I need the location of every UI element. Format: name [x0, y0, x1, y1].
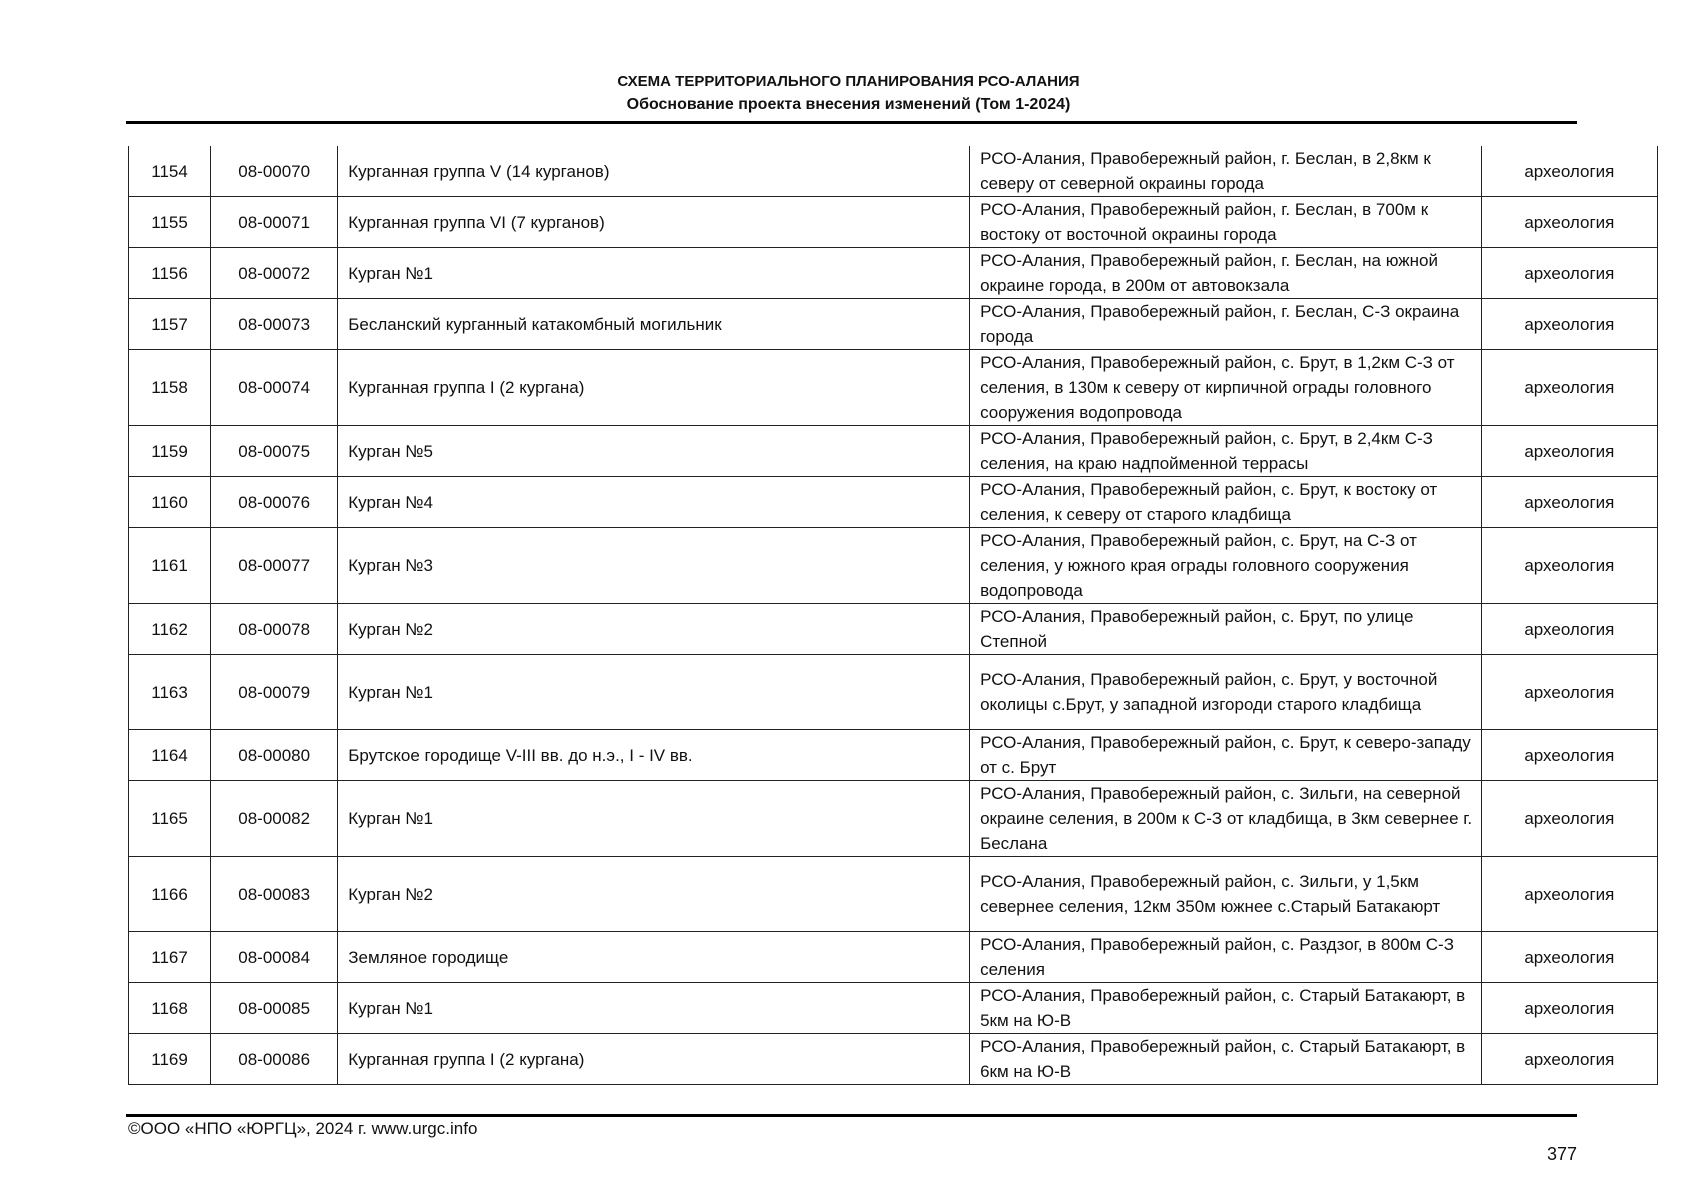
- object-type: археология: [1481, 730, 1657, 781]
- object-code: 08-00084: [211, 932, 338, 983]
- object-name: Курган №1: [338, 655, 970, 730]
- object-name: Бесланский курганный катакомбный могильник: [338, 299, 970, 350]
- object-type: археология: [1481, 299, 1657, 350]
- table-row: [129, 730, 1658, 781]
- object-name: Курган №3: [338, 528, 970, 604]
- object-code: 08-00083: [211, 857, 338, 932]
- object-name: Курган №1: [338, 781, 970, 857]
- object-type: археология: [1481, 146, 1657, 197]
- object-location: РСО-Алания, Правобережный район, с. Брут, к северо-западу от с. Брут: [970, 730, 1482, 781]
- object-type: археология: [1481, 857, 1657, 932]
- object-name: Курган №5: [338, 426, 970, 477]
- object-location: РСО-Алания, Правобережный район, г. Беслан, в 2,8км к северу от северной окраины города: [970, 146, 1482, 197]
- object-name: Курган №1: [338, 248, 970, 299]
- row-number: 1165: [129, 781, 211, 857]
- object-name: Курган №4: [338, 477, 970, 528]
- object-type: археология: [1481, 350, 1657, 426]
- object-code: 08-00076: [211, 477, 338, 528]
- object-location: РСО-Алания, Правобережный район, с. Брут, на С-З от селения, у южного края ограды головного сооружения водопровода: [970, 528, 1482, 604]
- object-location: РСО-Алания, Правобережный район, с. Брут, в 1,2км С-З от селения, в 130м к северу от кирпичной ограды головного сооружения водопровода: [970, 350, 1482, 426]
- object-type: археология: [1481, 983, 1657, 1034]
- object-type: археология: [1481, 528, 1657, 604]
- object-type: археология: [1481, 426, 1657, 477]
- object-location: РСО-Алания, Правобережный район, с. Брут, к востоку от селения, к северу от старого кладбища: [970, 477, 1482, 528]
- object-name: Курганная группа I (2 кургана): [338, 1034, 970, 1085]
- object-code: 08-00072: [211, 248, 338, 299]
- footer-divider: [126, 1114, 1577, 1117]
- object-code: 08-00086: [211, 1034, 338, 1085]
- table-row: [129, 299, 1658, 350]
- object-code: 08-00082: [211, 781, 338, 857]
- object-location: РСО-Алания, Правобережный район, г. Беслан, на южной окраине города, в 200м от автовокзала: [970, 248, 1482, 299]
- document-subtitle: Обоснование проекта внесения изменений (Том 1-2024): [626, 96, 1071, 113]
- table-row: [129, 781, 1658, 857]
- table-row: [129, 983, 1658, 1034]
- table-row: [129, 655, 1658, 730]
- object-name: Курган №2: [338, 857, 970, 932]
- object-code: 08-00070: [211, 146, 338, 197]
- page-number: 377: [1546, 1144, 1577, 1164]
- object-name: Брутское городище V-III вв. до н.э., I - IV вв.: [338, 730, 970, 781]
- row-number: 1167: [129, 932, 211, 983]
- object-location: РСО-Алания, Правобережный район, с. Брут, по улице Степной: [970, 604, 1482, 655]
- object-location: РСО-Алания, Правобережный район, с. Старый Батакаюрт, в 6км на Ю-В: [970, 1034, 1482, 1085]
- object-name: Курган №1: [338, 983, 970, 1034]
- object-name: Курганная группа I (2 кургана): [338, 350, 970, 426]
- object-location: РСО-Алания, Правобережный район, с. Раздзог, в 800м С-З селения: [970, 932, 1482, 983]
- object-type: археология: [1481, 248, 1657, 299]
- row-number: 1159: [129, 426, 211, 477]
- object-location: РСО-Алания, Правобережный район, с. Зильги, на северной окраине селения, в 200м к С-З от кладбища, в 3км севернее г. Беслана: [970, 781, 1482, 857]
- object-code: 08-00079: [211, 655, 338, 730]
- object-code: 08-00075: [211, 426, 338, 477]
- object-type: археология: [1481, 655, 1657, 730]
- object-code: 08-00073: [211, 299, 338, 350]
- table-row: [129, 426, 1658, 477]
- row-number: 1166: [129, 857, 211, 932]
- object-name: Земляное городище: [338, 932, 970, 983]
- row-number: 1162: [129, 604, 211, 655]
- table-row: [129, 1034, 1658, 1085]
- table-row: [129, 857, 1658, 932]
- row-number: 1157: [129, 299, 211, 350]
- row-number: 1158: [129, 350, 211, 426]
- table-row: [129, 350, 1658, 426]
- object-code: 08-00085: [211, 983, 338, 1034]
- row-number: 1160: [129, 477, 211, 528]
- object-type: археология: [1481, 1034, 1657, 1085]
- row-number: 1155: [129, 197, 211, 248]
- table-row: [129, 197, 1658, 248]
- row-number: 1164: [129, 730, 211, 781]
- heritage-objects-table: [128, 146, 1658, 1085]
- table-row: [129, 604, 1658, 655]
- copyright-notice: ©ООО «НПО «ЮРГЦ», 2024 г. www.urgc.info: [128, 1119, 478, 1138]
- object-location: РСО-Алания, Правобережный район, с. Зильги, у 1,5км севернее селения, 12км 350м южнее с.Старый Батакаюрт: [970, 857, 1482, 932]
- object-name: Курганная группа V (14 курганов): [338, 146, 970, 197]
- table-row: [129, 248, 1658, 299]
- object-location: РСО-Алания, Правобережный район, с. Старый Батакаюрт, в 5км на Ю-В: [970, 983, 1482, 1034]
- table-row: [129, 528, 1658, 604]
- row-number: 1156: [129, 248, 211, 299]
- row-number: 1163: [129, 655, 211, 730]
- object-type: археология: [1481, 197, 1657, 248]
- object-type: археология: [1481, 604, 1657, 655]
- object-type: археология: [1481, 932, 1657, 983]
- object-code: 08-00071: [211, 197, 338, 248]
- object-code: 08-00078: [211, 604, 338, 655]
- object-type: археология: [1481, 781, 1657, 857]
- object-code: 08-00077: [211, 528, 338, 604]
- object-name: Курган №2: [338, 604, 970, 655]
- row-number: 1154: [129, 146, 211, 197]
- document-title: СХЕМА ТЕРРИТОРИАЛЬНОГО ПЛАНИРОВАНИЯ РСО-АЛАНИЯ: [617, 73, 1080, 90]
- object-location: РСО-Алания, Правобережный район, с. Брут, у восточной околицы с.Брут, у западной изгороди старого кладбища: [970, 655, 1482, 730]
- object-location: РСО-Алания, Правобережный район, с. Брут, в 2,4км С-З селения, на краю надпойменной террасы: [970, 426, 1482, 477]
- header-divider: [126, 121, 1577, 124]
- object-location: РСО-Алания, Правобережный район, г. Беслан, в 700м к востоку от восточной окраины города: [970, 197, 1482, 248]
- table-row: [129, 146, 1658, 197]
- table-row: [129, 932, 1658, 983]
- object-name: Курганная группа VI (7 курганов): [338, 197, 970, 248]
- object-code: 08-00074: [211, 350, 338, 426]
- table-row: [129, 477, 1658, 528]
- object-location: РСО-Алания, Правобережный район, г. Беслан, С-З окраина города: [970, 299, 1482, 350]
- row-number: 1161: [129, 528, 211, 604]
- object-type: археология: [1481, 477, 1657, 528]
- object-code: 08-00080: [211, 730, 338, 781]
- row-number: 1168: [129, 983, 211, 1034]
- row-number: 1169: [129, 1034, 211, 1085]
